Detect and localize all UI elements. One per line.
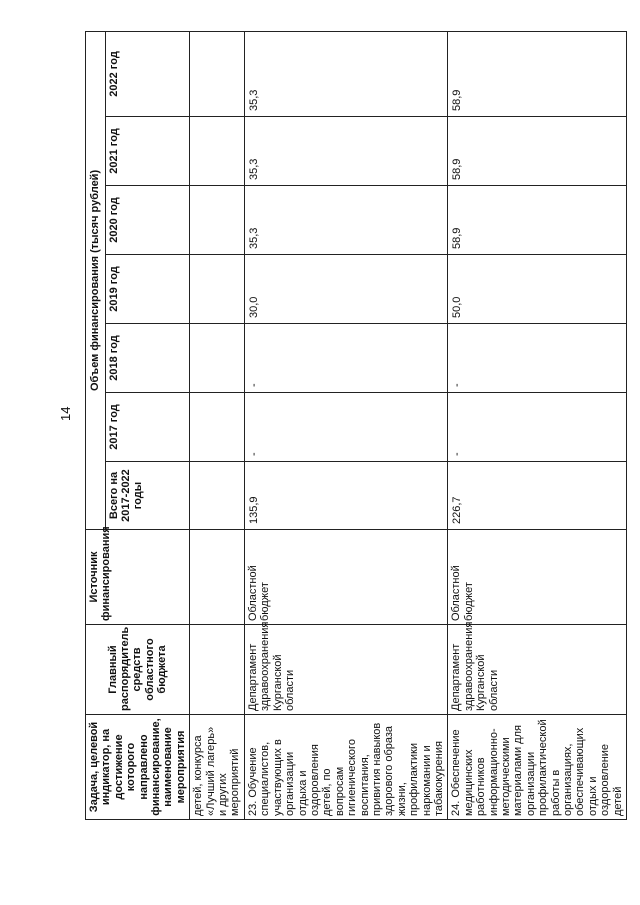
year-cell (190, 186, 245, 255)
header-year-2022: 2022 год (105, 31, 190, 116)
year-cell: - (244, 393, 448, 462)
source-cell (190, 530, 245, 625)
header-year-2019: 2019 год (105, 255, 190, 324)
year-cell: 30,0 (244, 255, 448, 324)
total-cell: 226,7 (448, 462, 627, 530)
header-total: Всего на 2017-2022 годы (105, 462, 190, 530)
year-cell: - (244, 324, 448, 393)
year-cell: 35,3 (244, 117, 448, 186)
header-task: Задача, целевой индикатор, на достижение которого направлено финансирование, наименование мероприятия (86, 715, 190, 820)
header-administrator: Главный распорядитель средств областного бюджета (86, 625, 190, 715)
page-number: 14 (58, 406, 73, 421)
total-cell (190, 462, 245, 530)
funding-table (85, 31, 627, 820)
header-year-2021: 2021 год (105, 117, 190, 186)
source-cell: Областной бюджет (244, 530, 448, 625)
header-year-2017: 2017 год (105, 393, 190, 462)
year-cell (190, 255, 245, 324)
administrator-cell: Департамент здравоохранения Курганской области (244, 625, 448, 715)
task-cell: детей, конкурса «Лучший лагерь» и других мероприятий (190, 715, 245, 820)
year-cell (190, 393, 245, 462)
administrator-cell (190, 625, 245, 715)
header-year-2020: 2020 год (105, 186, 190, 255)
administrator-cell: Департамент здравоохранения Курганской области (448, 625, 627, 715)
task-cell: 24. Обеспечение медицинских работников информационно-методическими материалами для организации профилактической работы в организациях, обеспечивающих отдых и оздоровление детей (448, 715, 627, 820)
year-cell: 35,3 (244, 186, 448, 255)
table-row (448, 31, 627, 819)
total-cell: 135,9 (244, 462, 448, 530)
year-cell: - (448, 324, 627, 393)
year-cell (190, 324, 245, 393)
source-cell: Областной бюджет (448, 530, 627, 625)
year-cell: - (448, 393, 627, 462)
task-cell: 23. Обучение специалистов, участвующих в организации отдыха и оздоровления детей, по вопросам гигиенического воспитания, привития навыков здорового образа жизни, профилактики наркомании и табакокурения (244, 715, 448, 820)
header-year-2018: 2018 год (105, 324, 190, 393)
year-cell: 58,9 (448, 186, 627, 255)
year-cell: 50,0 (448, 255, 627, 324)
header-source: Источник финансирования (86, 530, 190, 625)
year-cell (190, 31, 245, 116)
year-cell: 58,9 (448, 31, 627, 116)
table-row (190, 31, 245, 819)
header-funding-group: Объем финансирования (тысяч рублей) (86, 31, 106, 529)
table-row (244, 31, 448, 819)
year-cell: 35,3 (244, 31, 448, 116)
year-cell (190, 117, 245, 186)
year-cell: 58,9 (448, 117, 627, 186)
funding-table-rotated (85, 32, 624, 820)
